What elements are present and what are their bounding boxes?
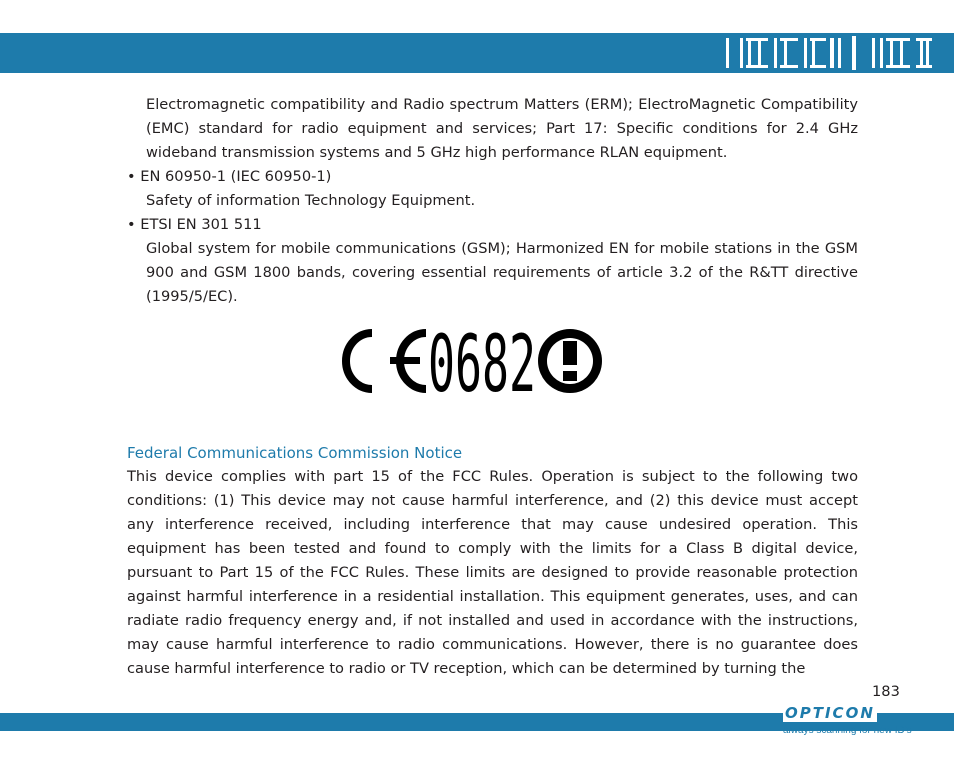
bullet-en-60950: • EN 60950-1 (IEC 60950-1) xyxy=(127,168,332,185)
emc-standard-text: Electromagnetic compatibility and Radio spectrum Matters (ERM); ElectroMagnetic Compatibility (EMC) standard for radio equipment and services; Part 17: Specific conditions for 2.4 GHz wideband transmission systems and 5 GHz high performance RLAN equipment. xyxy=(146,96,858,161)
fcc-notice-text: This device complies with part 15 of the FCC Rules. Operation is subject to the following two conditions: (1) This device may not cause harmful interference, and (2) this device must accept any interference received, including interference that may cause undesired operation. This equipment has been tested and found to comply with the limits for a Class B digital device, pursuant to Part 15 of the FCC Rules. These limits are designed to provide reasonable protection against harmful interference in a residential installation. This equipment generates, uses, and can radiate radio frequency energy and, if not installed and used in accordance with the instructions, may cause harmful interference to radio communications. However, there is no guarantee does cause harmful interference to radio or TV reception, which can be determined by turning the xyxy=(127,468,858,677)
fcc-heading: Federal Communications Commission Notice xyxy=(127,444,463,462)
opticon-tagline: always scanning for new ID's xyxy=(783,725,912,736)
etsi-301-511-description: Global system for mobile communications (GSM); Harmonized EN for mobile stations in the GSM 900 and GSM 1800 bands, covering essential requirements of article 3.2 of the R&TT directive (1995/5/EC). xyxy=(146,240,858,305)
page-content xyxy=(127,93,858,681)
header-bar xyxy=(0,33,954,73)
ce-mark-icon xyxy=(334,319,608,403)
barcode-icon xyxy=(726,36,938,70)
page-number: 183 xyxy=(872,683,900,700)
en-60950-description: Safety of information Technology Equipment. xyxy=(146,192,476,209)
ce-notified-body-number: 0682 xyxy=(428,320,536,403)
opticon-logo: OPTICON xyxy=(785,704,875,722)
ce-mark-area xyxy=(127,309,858,441)
bullet-etsi-301-511: • ETSI EN 301 511 xyxy=(127,216,262,233)
